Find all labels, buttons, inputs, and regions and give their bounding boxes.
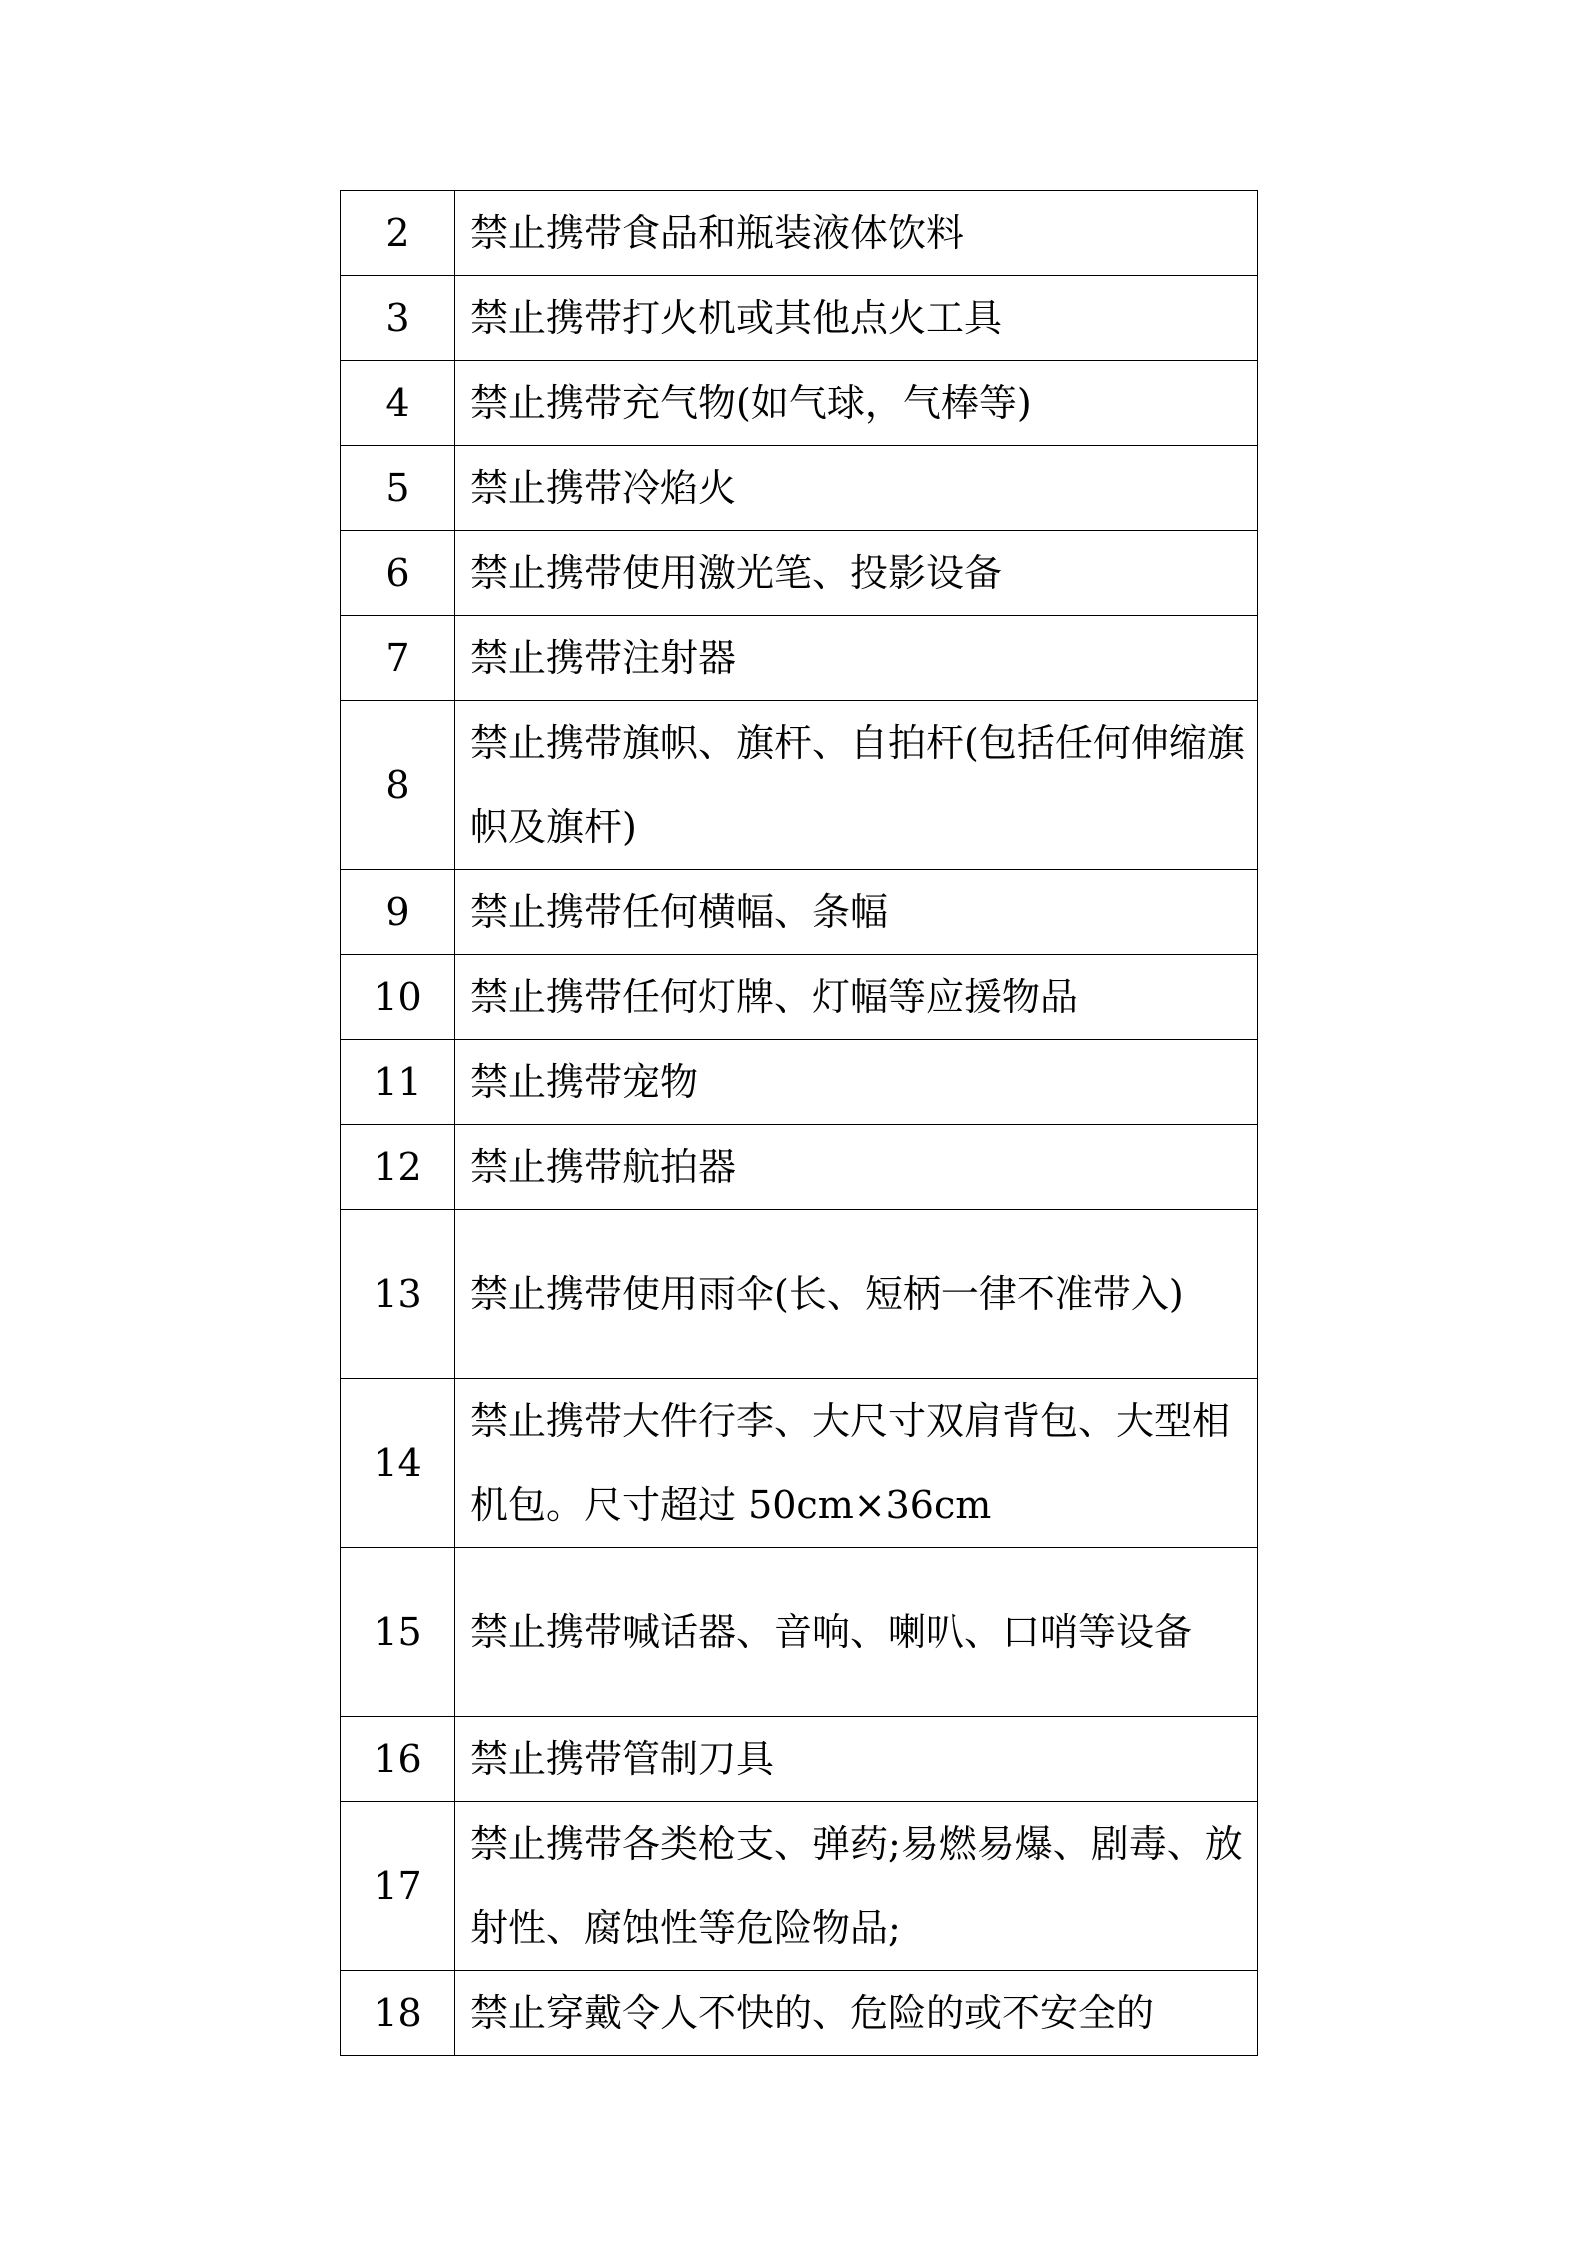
row-number: 17 [341,1802,455,1971]
table-row [341,870,1258,955]
row-text: 禁止携带食品和瓶装液体饮料 [455,191,1258,276]
row-number: 16 [341,1717,455,1802]
row-number: 15 [341,1548,455,1717]
row-text: 禁止携带旗帜、旗杆、自拍杆(包括任何伸缩旗帜及旗杆) [455,701,1258,870]
row-number: 9 [341,870,455,955]
row-number: 3 [341,276,455,361]
row-text: 禁止携带喊话器、音响、喇叭、口哨等设备 [455,1548,1258,1717]
row-text: 禁止携带任何灯牌、灯幅等应援物品 [455,955,1258,1040]
row-text: 禁止携带冷焰火 [455,446,1258,531]
row-text: 禁止携带使用激光笔、投影设备 [455,531,1258,616]
table-row [341,1379,1258,1548]
row-text: 禁止携带大件行李、大尺寸双肩背包、大型相机包。尺寸超过 50cm×36cm [455,1379,1258,1548]
table-row [341,1125,1258,1210]
row-number: 7 [341,616,455,701]
row-text: 禁止携带充气物(如气球，气棒等) [455,361,1258,446]
table-row [341,276,1258,361]
row-number: 12 [341,1125,455,1210]
row-number: 8 [341,701,455,870]
row-text: 禁止携带管制刀具 [455,1717,1258,1802]
row-number: 18 [341,1971,455,2056]
row-text: 禁止携带宠物 [455,1040,1258,1125]
row-number: 5 [341,446,455,531]
row-text: 禁止携带注射器 [455,616,1258,701]
table-row [341,1717,1258,1802]
row-number: 14 [341,1379,455,1548]
row-number: 4 [341,361,455,446]
table-row [341,191,1258,276]
row-text: 禁止携带航拍器 [455,1125,1258,1210]
row-number: 2 [341,191,455,276]
row-text: 禁止携带各类枪支、弹药;易燃易爆、剧毒、放射性、腐蚀性等危险物品; [455,1802,1258,1971]
row-text: 禁止携带任何横幅、条幅 [455,870,1258,955]
table-row [341,1802,1258,1971]
table-row [341,701,1258,870]
prohibited-items-table [340,190,1258,2056]
table-row [341,446,1258,531]
table-row [341,1971,1258,2056]
table-row [341,1040,1258,1125]
row-number: 13 [341,1210,455,1379]
table-row [341,616,1258,701]
row-number: 6 [341,531,455,616]
table-row [341,955,1258,1040]
table-row [341,1548,1258,1717]
row-text: 禁止穿戴令人不快的、危险的或不安全的 [455,1971,1258,2056]
table-row [341,1210,1258,1379]
table-row [341,361,1258,446]
row-text: 禁止携带打火机或其他点火工具 [455,276,1258,361]
row-text: 禁止携带使用雨伞(长、短柄一律不准带入) [455,1210,1258,1379]
row-number: 11 [341,1040,455,1125]
table-row [341,531,1258,616]
row-number: 10 [341,955,455,1040]
